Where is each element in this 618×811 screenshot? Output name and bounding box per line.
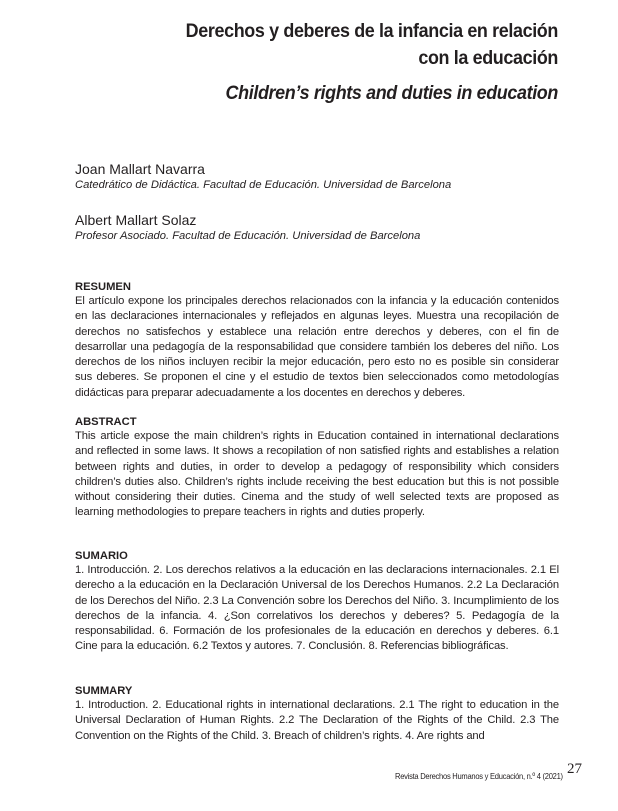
resumen-section <box>75 280 559 401</box>
sumario-section <box>75 549 559 655</box>
page-footer <box>395 761 586 784</box>
title-spanish-line-2: con la educación <box>418 47 558 69</box>
page-number: 27 <box>567 761 582 777</box>
summary-text: 1. Introduction. 2. Educational rights in international declarations. 2.1 The right to education in the Universal Declaration of Human Rights. 2.2 The Declaration of the Rights of the Child. 2.3 The Convention on the Rights of the Child. 3. Breach of children’s rights. 4. Are rights and <box>75 699 559 742</box>
author-1 <box>75 160 451 193</box>
article-title-block <box>98 18 558 107</box>
author-affiliation: Catedrático de Didáctica. Facultad de Educación. Universidad de Barcelona <box>75 179 452 191</box>
sumario-text: 1. Introducción. 2. Los derechos relativos a la educación en las declaracions internacionales. 2.1 El derecho a la educación en la Declaración Universal de los Derechos Humanos. 2.2 La Declaración de los Derechos del Niño. 2.3 La Convención sobre los Derechos del Niño. 3. Incumplimiento de los derechos de la infancia. 4. ¿Son correlativos los derechos y deberes? 5. Pedagogía de la responsabilidad. 6. Formación de los profesionales de la educación en derechos y deberes. 6.1 Cine para la educación. 6.2 Textos y autores. 7. Conclusión. 8. Referencias bibliográficas. <box>75 564 559 653</box>
title-spanish-line-1: Derechos y deberes de la infancia en relación <box>185 20 558 42</box>
author-name: Albert Mallart Solaz <box>75 212 197 228</box>
summary-section <box>75 684 559 744</box>
author-name: Joan Mallart Navarra <box>75 161 205 177</box>
summary-heading: SUMMARY <box>75 685 133 697</box>
abstract-text: This article expose the main children’s rights in Education contained in international declarations and reflected in some laws. It shows a recopilation of non satisfied rights and establishes a relation between rights and duties, in order to develop a pedagogy of responsibility which considers children’s duties also. Children’s rights include receiving the best education but this is not possible without considering their duties. Cinema and the study of well selected texts are proposed as learning methodologies to prepare teachers in rights and duties properly. <box>75 430 559 519</box>
sumario-heading: SUMARIO <box>75 550 128 562</box>
abstract-section <box>75 415 559 521</box>
title-english: Children’s rights and duties in education <box>225 82 559 104</box>
resumen-heading: RESUMEN <box>75 281 131 293</box>
abstract-heading: ABSTRACT <box>75 416 137 428</box>
resumen-text: El artículo expone los principales derechos relacionados con la infancia y la educación contenidos en las declaraciones internacionales y reflejados en algunas leyes. Muestra una recopilación de derechos no satisfechos y establece una relación entre derechos y deberes, con el fin de desarrollar una pedagogía de la responsabilidad que considere también los deberes del niño. Los derechos de los niños incluyen recibir la mejor educación, pero esto no es posible sin considerar sus deberes. Se proponen el cine y el estudio de textos bien seleccionados como metodologías didácticas para preparar adecuadamente a los docentes en derechos y deberes. <box>75 295 559 399</box>
journal-citation: Revista Derechos Humanos y Educación, n.º 4 (2021) <box>395 771 563 781</box>
author-affiliation: Profesor Asociado. Facultad de Educación. Universidad de Barcelona <box>75 230 421 242</box>
title-spanish <box>135 18 558 72</box>
author-2 <box>75 211 420 244</box>
